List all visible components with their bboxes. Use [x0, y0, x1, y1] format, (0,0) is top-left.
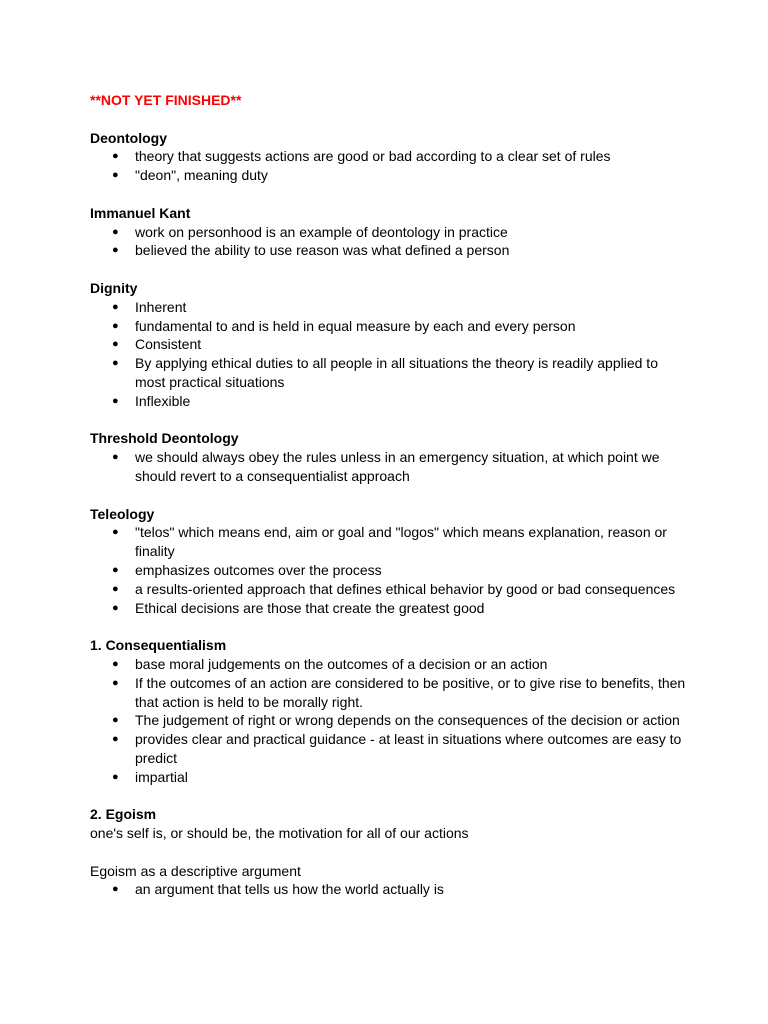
bullet-icon: ● — [112, 300, 119, 313]
list-item — [90, 561, 690, 580]
list-item-text: provides clear and practical guidance - at least in situations where outcomes are easy to predict — [135, 731, 682, 766]
bullet-icon: ● — [112, 883, 119, 896]
list-item-text: work on personhood is an example of deontology in practice — [135, 223, 508, 240]
list-item-text: "telos" which means end, aim or goal and "logos" which means explanation, reason or finality — [135, 524, 667, 560]
list-item — [90, 580, 690, 599]
bullet-icon: ● — [112, 451, 119, 464]
list-item — [90, 392, 690, 411]
bullet-icon: ● — [112, 770, 119, 783]
list-item — [90, 730, 690, 768]
bullet-icon: ● — [112, 244, 119, 257]
list-item — [90, 448, 690, 486]
list-item — [90, 523, 690, 561]
list-item — [90, 880, 690, 899]
egoism-description: one's self is, or should be, the motivation for all of our actions — [90, 825, 469, 842]
bullet-icon: ● — [112, 357, 119, 370]
heading-deontology: Deontology — [90, 129, 167, 146]
list-item — [90, 354, 690, 392]
list-item-text: Consistent — [135, 336, 202, 353]
bullet-icon: ● — [112, 338, 119, 351]
bullet-icon: ● — [112, 582, 119, 595]
bullet-icon: ● — [112, 601, 119, 614]
bullet-icon: ● — [112, 733, 119, 746]
list-item-text: an argument that tells us how the world actually is — [135, 881, 444, 898]
list-item — [90, 655, 690, 674]
list-item — [90, 317, 690, 336]
heading-egoism: 2. Egoism — [90, 806, 157, 823]
bullet-icon: ● — [112, 676, 119, 689]
heading-threshold-deontology: Threshold Deontology — [90, 430, 239, 447]
bullet-icon: ● — [112, 150, 119, 163]
list-item — [90, 674, 690, 712]
heading-dignity: Dignity — [90, 279, 138, 296]
kant-list — [90, 223, 690, 261]
bullet-icon: ● — [112, 225, 119, 238]
unfinished-notice: **NOT YET FINISHED** — [90, 92, 242, 108]
bullet-icon: ● — [112, 563, 119, 576]
list-item-text: If the outcomes of an action are considered to be positive, or to give rise to benefits, then that action is held to be morally right. — [135, 674, 686, 710]
bullet-icon: ● — [112, 657, 119, 670]
list-item-text: By applying ethical duties to all people in all situations the theory is readily applied to most practical situations — [135, 355, 658, 390]
heading-immanuel-kant: Immanuel Kant — [90, 204, 191, 221]
list-item-text: "deon", meaning duty — [135, 167, 268, 184]
list-item-text: emphasizes outcomes over the process — [135, 561, 382, 578]
bullet-icon: ● — [112, 169, 119, 182]
list-item-text: Inherent — [135, 298, 187, 315]
bullet-icon: ● — [112, 714, 119, 727]
list-item-text: Inflexible — [135, 392, 191, 409]
list-item-text: fundamental to and is held in equal measure by each and every person — [135, 317, 576, 334]
list-item — [90, 147, 690, 166]
teleology-list — [90, 523, 690, 617]
consequentialism-list — [90, 655, 690, 787]
list-item — [90, 768, 690, 787]
egoism-subheading: Egoism as a descriptive argument — [90, 862, 301, 879]
list-item-text: base moral judgements on the outcomes of a decision or an action — [135, 655, 548, 672]
list-item — [90, 241, 690, 260]
document-page — [90, 91, 690, 899]
bullet-icon: ● — [112, 526, 119, 539]
list-item-text: The judgement of right or wrong depends on the consequences of the decision or action — [135, 712, 680, 729]
list-item-text: believed the ability to use reason was what defined a person — [135, 242, 510, 259]
threshold-list — [90, 448, 690, 486]
list-item-text: impartial — [135, 768, 188, 785]
list-item-text: Ethical decisions are those that create the greatest good — [135, 599, 485, 616]
list-item — [90, 298, 690, 317]
list-item — [90, 335, 690, 354]
bullet-icon: ● — [112, 319, 119, 332]
heading-teleology: Teleology — [90, 505, 155, 522]
list-item-text: we should always obey the rules unless in an emergency situation, at which point we should revert to a consequentialist approach — [135, 449, 660, 484]
bullet-icon: ● — [112, 394, 119, 407]
list-item — [90, 599, 690, 618]
egoism-list — [90, 880, 690, 899]
list-item-text: a results-oriented approach that defines ethical behavior by good or bad consequences — [135, 580, 676, 597]
list-item — [90, 711, 690, 730]
list-item — [90, 166, 690, 185]
list-item — [90, 223, 690, 242]
list-item-text: theory that suggests actions are good or bad according to a clear set of rules — [135, 148, 611, 165]
heading-consequentialism: 1. Consequentialism — [90, 637, 227, 654]
deontology-list — [90, 147, 690, 185]
dignity-list — [90, 298, 690, 411]
